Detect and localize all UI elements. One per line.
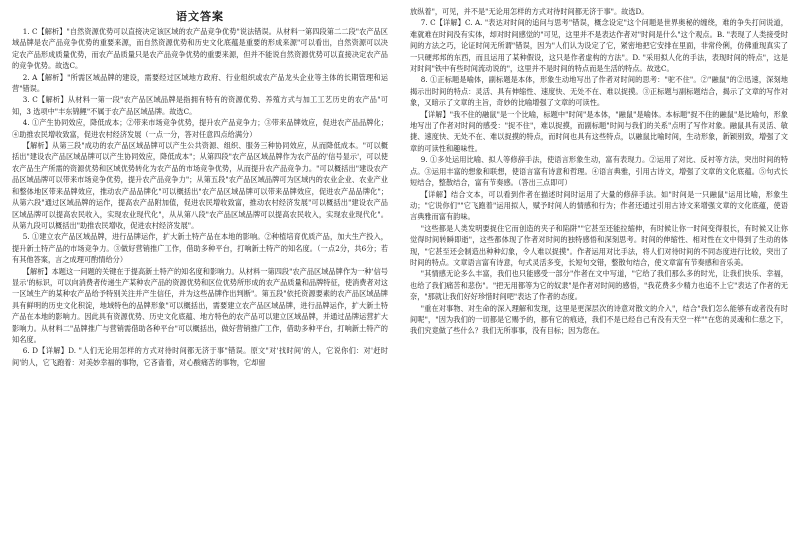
left-paragraph: 3. C【解析】从材料一第一段"农产品区域品牌是指拥有特有的资源优势、养殖方式与加工工艺历史的农产品"可知，3 选项中"丰东锦鲤"不属于农产品区域品牌。故选C。 [12,95,388,116]
left-paragraph: 5. ①建立农产品区域品牌，进行品牌运作，扩大新土特产品在本地的影响。②种植培育优质产品，加大生产投入，提升新土特产品的市场竞争力。③做好营销推广工作，借助多种平台，打响新土特产的知名度。（一点2分，共6分；若有其他答案，言之成理可酌情给分） [12,232,388,265]
left-paragraph: 2. A【解析】"所需区域品牌的建设，需要经过区域地方政府、行业组织或农产品龙头企业等主体的长期管理和运营"错误。 [12,72,388,94]
right-paragraph: 7. C【详解】C. A. "表达对时间的追问与思考"错误，概念设定"这个问题是世界奥秘的缠绕，难的争失打问说道，难就难在时间没有实体，却对时间感觉的"可见，这里并不是表达作者对"时间是什么"这个观点。B. "表现了人类接受时间的方法之巧，论证时间无所谓"错误，因为"人们认为设定了它，紧密地把它安排在里面，非常伶俐，仿佛重现真实了一只硬邦邦的东西，而且运用了某种假设，这只是作者虚构的方法"。D. "采用拟人化的手法，表现时间的特点"，这是对时间"铁中有些时间流动说的"，这里并不是时间的特点而是生活的特点。故选C。 [410,18,788,74]
right-paragraph: 放纵着"，可见，并不是"无论用怎样的方式对待时间都无济于事"。故选D。 [410,7,649,16]
right-paragraph: "这些都是人类发明要捉住它而创造的夹子和陷阱""它甚至还能拉缩伸，有时候让你一时间变得很长，有时候又让你觉得时间转瞬即逝"，这些都体现了作者对时间的独特感悟和深刻思考。时间的伸缩性、相对性在文中得到了生动的体现，"它甚至还会制造出种种幻象，令人难以捉摸"。作者运用对比手法，将人们对待时间的不同态度进行比较，突出了时间的特点。文章语言富有诗意，句式灵活多变，长短句交错，整散句结合，使文章富有节奏感和音乐美。 [410,223,788,267]
right-paragraph: "其情感无论多么丰富，我们也只能感受一部分"作者在文中写道，"它给了我们那么多的时光，让我们快乐、幸福，也给了我们痛苦和悲伤"。"把无用都等为它的奴隶"是作者对时间的感悟，"我花费多少精力也追不上它"表达了作者的无奈，"那就让我们好好珍惜时间吧"表达了作者的态度。 [410,269,788,302]
right-paragraph: 9. ①多处运用比喻、拟人等修辞手法，使语言形象生动，富有表现力。②运用了对比、反衬等方法，突出时间的特点。③运用丰富的想象和联想，使语言富有诗意和哲理。④语言典雅，引用古诗文，增强了文章的文化底蕴。⑤句式长短结合，整散结合，富有节奏感。（答出三点即可） [410,155,788,188]
left-paragraph: 【解析】从第三段"成功的农产品区域品牌可以产生公共资源、组织、服务三种协同效应，从而降低成本。"可以概括出"建设农产品区域品牌可以产生协同效应，降低成本"；从第四段"农产品区域品牌作为农产品的'信号显示'，可以使农产品生产所需的资源优势和区域优势转化为农产品的市场竞争优势，从而提升农产品竞争力。"可以概括出"建设农产品区域品牌可以带来市场竞争优势，提升农产品竞争力"；从第五段"农产品区域品牌可为区域内的农业企业、农业产业和整体地区带来品牌效应，推动农产品品牌化"可以概括出"农产品区域品牌可以带来品牌效应，促进农产品品牌化"；从第六段"通过区域品牌的运作，提高农产品附加值，促进农民增收致富，推动农村经济发展"可以概括出"建设农产品区域品牌可以提高农民收入，实现农业现代化"，从从第八段"农产品区域品牌可以提高农民收入，实现农业现代化"。从第九段可以概括出"助推农民增收，促进农村经济发展"。 [12,141,388,230]
left-paragraph: 1. C【解析】"自然资源优势可以直接决定该区域的农产品竞争优势"说法错误。从材料一第四段第二二段"农产品区域品牌是农产品竞争优势的重要来源，而自然资源优势和历史文化底蕴是重要的形成来源"可以看出，自然资源可以决定农产品形成质量优势，而农产品质量只是农产品竞争优势的重要来源，但并不能说自然资源优势可以直接决定农产品的竞争优势。故选C。 [12,27,388,71]
page-title: 语文答案 [176,10,224,23]
left-column [12,26,388,368]
right-column [410,6,788,337]
right-paragraph: "重在对事物、对生命的深入理解和发现，这里是更深层次的诗意对散文的介入"，结合"我们怎么能够有或者没有时间呢"，"因为我们的一切都是它赐予的，都有它的痕迹，我们不是已经自己有没有天空一样""在您的灵魂和仁慈之下，我们究竟做了些什么？我们无所事事，没有目标；因为您在。 [410,303,788,336]
right-paragraph: 8. ①正标题是喻体，副标题是本体，形象生动地写出了作者对时间的思考："驼不住"。②"融鼠"的②迅速，深刻地揭示出时间的特点：灵活、具有伸缩性、速度快、无处不在、难以捉摸。③正标题与副标题结合，揭示了文章的写作对象，又暗示了文章的主旨，奇妙的比喻增强了文章的可读性。 [410,75,788,108]
left-paragraph: 4. ①产生协同效应，降低成本；②带来市场竞争优势，提升农产品竞争力；③带来品牌效应，促进农产品品牌化；④助推农民增收致富，促进农村经济发展（一点一分，答对任意四点给满分） [12,118,388,139]
left-paragraph: 6. D【详解】D. "人们无论用怎样的方式对待时间都无济于事"错误。原文"对'找时间'的人，它说你们：对'赶时间'的人，它飞跑着：对美妙幸福的事物，它吝啬着，对心酸痛苦的事物，它却留 [12,346,388,367]
right-paragraph: 【详解】"我不住的融鼠"是一个比喻，标题中"时间"是本体，"融鼠"是喻体。本标题"捉不住的融鼠"是比喻句，形象地写出了作者对时间的感受："捉不住"，难以捉摸，而副标题"时间与我们的关系"点明了写作对象。融鼠具有灵活、敏捷、速度快、无处不在、难以捉摸的特点，而时间也具有这些特点，以融鼠比喻时间，生动形象，新颖别致，增强了文章的可读性和趣味性。 [410,109,788,153]
left-paragraph: 【解析】本题这一问题的关键在于提高新土特产的知名度和影响力。从材料一第四段"农产品区域品牌作为一种'信号显示'的标识，可以向消费者传递生产某种农产品的资源优势和区位优势所形成的农产品质量和品牌特征，使消费者对这一区域生产的某种农产品给予特别关注并产生信任，并为这些品牌作出判断"。第五段"依托资源要素的农产品区域品牌具有鲜明的历史文化积淀，地域特色的品牌形象"可以概括出，需要建立农产品区域品牌，进行品牌运作，扩大新土特产品在本地的影响力。因此具有资源优势、历史文化底蕴、地方特色的农产品可以建立区域品牌，并通过品牌运营扩大影响力。从材料二"品牌推广与营销需借助各种平台"可以概括出，做好营销推广工作，借助多种平台，打响新土特产的知名度。 [12,266,388,344]
right-paragraph: 【详解】结合文本，可以看到作者在描述时间时运用了大量的修辞手法。如"时间是一只融鼠"运用比喻，形象生动；"它说你们""它飞跑着"运用拟人，赋予时间人的情感和行为；作者还通过引用古诗文来增强文章的文化底蕴，使语言典雅而富有韵味。 [410,189,788,222]
